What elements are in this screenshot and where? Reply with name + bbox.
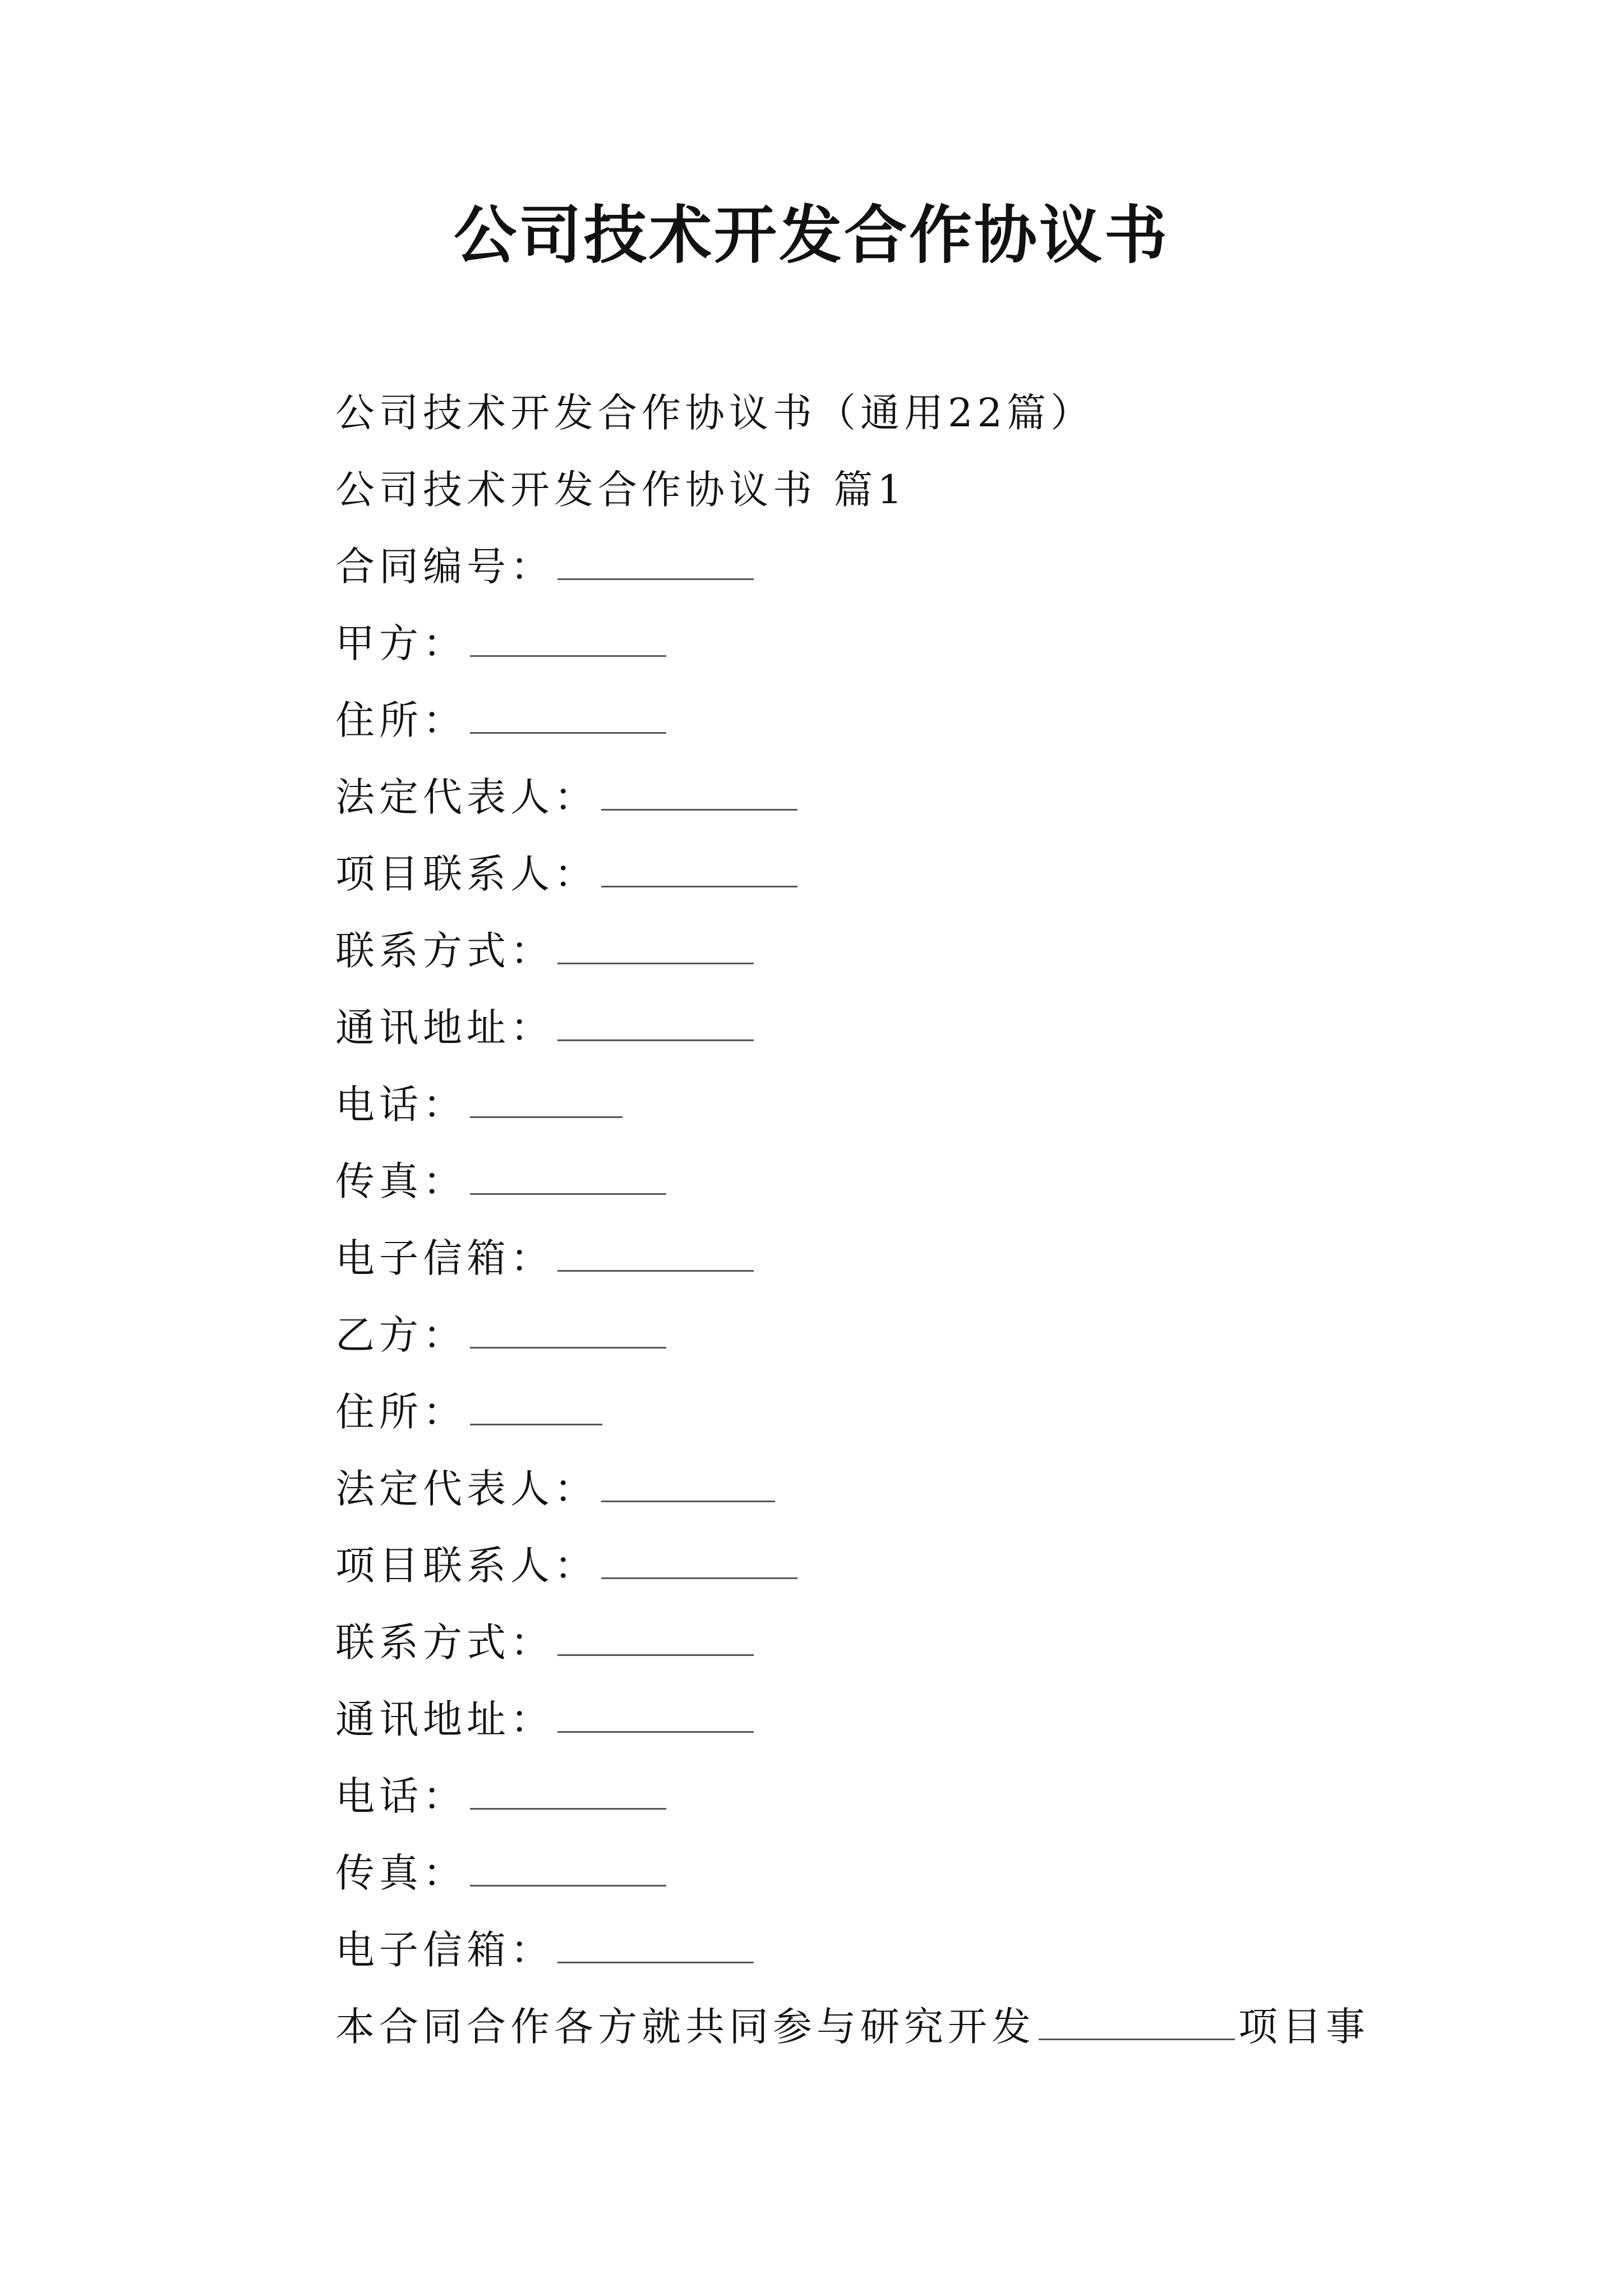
party-a-address-blank [470, 704, 666, 734]
party-a-email-label: 电子信箱： [335, 1235, 554, 1281]
project-name-blank [1039, 2010, 1235, 2040]
party-b-address-label: 住所： [335, 1389, 467, 1435]
closing-sentence-row [335, 1989, 1457, 2065]
party-b-email-blank [557, 1934, 754, 1963]
party-b-contact-person-blank [601, 1549, 797, 1579]
contract-number-blank [557, 550, 754, 580]
party-a-contact-method-row [335, 913, 1457, 990]
party-b-email-row [335, 1912, 1457, 1989]
party-a-address-label: 住所： [335, 697, 467, 743]
party-b-legal-rep-row [335, 1451, 1457, 1527]
party-b-name-label: 乙方： [335, 1312, 467, 1358]
document-subtitle: 公司技术开发合作协议书（通用22篇） [335, 390, 1095, 436]
section-heading: 公司技术开发合作协议书 篇1 [335, 467, 907, 513]
party-a-contact-method-blank [557, 935, 754, 964]
party-b-name-row [335, 1297, 1457, 1374]
document-body [335, 375, 1457, 2065]
party-a-mailing-address-blank [557, 1011, 754, 1041]
party-a-contact-person-blank [601, 858, 797, 887]
party-a-fax-row [335, 1143, 1457, 1220]
party-b-contact-method-label: 联系方式： [335, 1619, 554, 1665]
party-b-fax-blank [470, 1857, 666, 1887]
closing-sentence-end: 项目事 [1238, 2004, 1370, 2050]
party-b-legal-rep-label: 法定代表人： [335, 1466, 598, 1512]
party-a-name-blank [470, 627, 666, 657]
party-a-name-row [335, 605, 1457, 682]
party-b-mailing-address-blank [557, 1703, 754, 1733]
party-b-email-label: 电子信箱： [335, 1927, 554, 1973]
party-a-phone-row [335, 1066, 1457, 1143]
party-a-legal-rep-label: 法定代表人： [335, 774, 598, 820]
party-a-mailing-address-row [335, 990, 1457, 1066]
closing-sentence-start: 本合同合作各方就共同参与研究开发 [335, 2004, 1035, 2050]
contract-number-label: 合同编号： [335, 544, 554, 590]
party-b-fax-row [335, 1835, 1457, 1912]
party-b-name-blank [470, 1319, 666, 1349]
party-a-name-label: 甲方： [335, 620, 467, 666]
party-b-mailing-address-row [335, 1681, 1457, 1758]
party-a-address-row [335, 682, 1457, 759]
party-b-legal-rep-blank [601, 1473, 775, 1502]
party-b-phone-label: 电话： [335, 1773, 467, 1819]
party-a-email-row [335, 1220, 1457, 1297]
party-b-contact-person-row [335, 1527, 1457, 1604]
party-b-contact-method-row [335, 1604, 1457, 1681]
party-b-mailing-address-label: 通讯地址： [335, 1696, 554, 1742]
party-a-legal-rep-row [335, 759, 1457, 836]
party-b-contact-method-blank [557, 1626, 754, 1656]
party-a-contact-person-label: 项目联系人： [335, 851, 598, 897]
contract-number-row [335, 528, 1457, 605]
party-b-contact-person-label: 项目联系人： [335, 1543, 598, 1589]
party-b-fax-label: 传真： [335, 1850, 467, 1896]
party-a-phone-label: 电话： [335, 1082, 467, 1128]
party-b-phone-blank [470, 1780, 666, 1810]
party-a-contact-method-label: 联系方式： [335, 928, 554, 974]
party-b-phone-row [335, 1758, 1457, 1835]
party-a-fax-label: 传真： [335, 1158, 467, 1204]
party-a-legal-rep-blank [601, 781, 797, 811]
party-b-address-blank [470, 1396, 602, 1425]
party-a-fax-blank [470, 1165, 666, 1195]
party-a-contact-person-row [335, 836, 1457, 913]
party-a-phone-blank [470, 1088, 623, 1118]
party-a-mailing-address-label: 通讯地址： [335, 1005, 554, 1051]
document-title: 公司技术开发合作协议书 [454, 199, 1169, 272]
party-b-address-row [335, 1374, 1457, 1451]
party-a-email-blank [557, 1242, 754, 1272]
